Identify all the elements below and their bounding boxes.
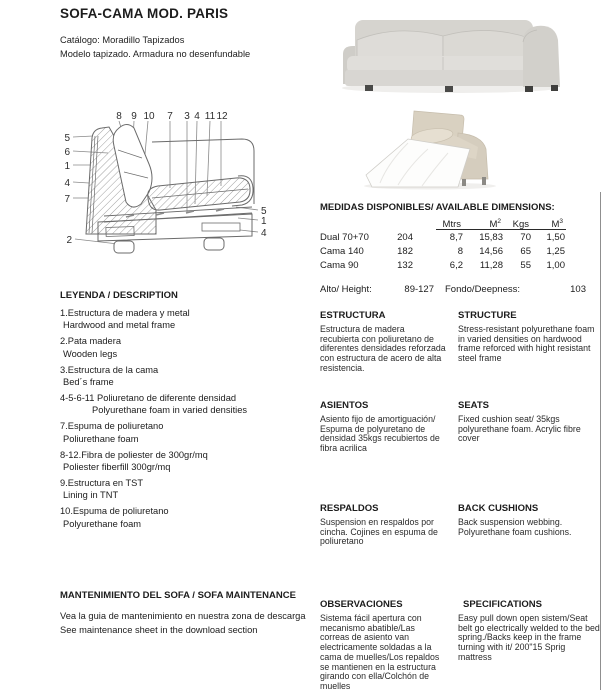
dimension-mtrs: 8	[457, 245, 463, 257]
section-back-cushions	[320, 503, 600, 547]
col-header-mtrs: Mtrs	[436, 215, 464, 230]
legend-item	[60, 364, 310, 389]
legend-item-es: 1.Estructura de madera y metal	[60, 308, 190, 318]
legend-item-es: 2.Pata madera	[60, 336, 121, 347]
dimension-mtrs: 6,2	[449, 259, 463, 271]
svg-text:11: 11	[204, 111, 216, 122]
depth-value: 103	[570, 284, 586, 295]
dimension-length: 204	[397, 231, 413, 243]
legend-item	[60, 392, 310, 417]
observations-body-en: Easy pull down open sistem/Seat belt go electrically welded to the bed spring./Backs keep in the frame turning with it/ 200"15 Sprig mattress	[458, 613, 600, 662]
dimension-name: Dual 70+70	[320, 231, 369, 243]
svg-text:12: 12	[216, 111, 228, 122]
dimension-m2: 11,28	[479, 259, 503, 271]
observations-heading-en: SPECIFICATIONS	[463, 599, 542, 610]
legend-item-en: Poliurethane foam	[63, 433, 139, 444]
maintenance-section	[60, 590, 330, 637]
legend-items	[60, 307, 310, 530]
legend-item-es: 10.Espuma de poliuretano	[60, 506, 169, 517]
legend-item-es: 9.Estructura en TST	[60, 477, 144, 488]
seats-heading-en: SEATS	[458, 400, 489, 411]
maintenance-line-en: See maintenance sheet in the download section	[60, 625, 258, 635]
backs-body-en: Back suspension webbing. Polyurethane foam cushions.	[458, 517, 572, 537]
dimension-kgs: 65	[520, 245, 531, 257]
svg-text:7: 7	[167, 111, 173, 122]
svg-text:2: 2	[66, 235, 72, 246]
sofa-leg	[204, 238, 224, 250]
structure-body-en: Stress-resistant polyurethane foam in varied densities on hardwood frame reforced with hight resistant steel frame	[458, 324, 595, 364]
height-value: 89-127	[404, 284, 434, 295]
backs-heading-es: RESPALDOS	[320, 503, 379, 514]
dimensions-table	[320, 202, 600, 272]
section-seats	[320, 400, 600, 454]
legend-item	[60, 307, 310, 332]
col-header-kgs: Kgs	[504, 215, 532, 230]
legend-item-en: Polyurethane foam in varied densities	[92, 405, 248, 416]
svg-text:4: 4	[64, 178, 70, 189]
legend-item	[60, 477, 310, 502]
backs-body-es: Suspension en respaldos por cincha. Cojines en espuma de poliuretano	[320, 517, 438, 547]
dimension-m2: 14,56	[479, 245, 503, 257]
dimensions-header-row	[320, 215, 600, 229]
dimensions-row	[320, 230, 600, 244]
seats-body-en: Fixed cushion seat/ 35kgs polyurethane foam. Acrylic fibre cover	[458, 414, 581, 444]
dimension-m3: 1,00	[546, 259, 565, 271]
dimension-length: 132	[397, 259, 413, 271]
legend-item-es: 7.Espuma de poliuretano	[60, 421, 164, 432]
col-header-m3: $M^3$	[532, 215, 566, 230]
observations-body-es: Sistema fácil apertura con mecanismo abatible/Las correas de asiento van electricamente soldadas a la cama de muelles/Los repaldos se mantienen en la estructura girando con ella/Colchón de muelles	[320, 613, 440, 690]
dimension-name: Cama 90	[320, 259, 359, 271]
height-label: Alto/ Height:	[320, 284, 372, 295]
dimension-m3: 1,25	[546, 245, 565, 257]
svg-text:4: 4	[261, 228, 267, 239]
page-right-border	[600, 192, 601, 690]
legend-item-es: 3.Estructura de la cama	[60, 364, 159, 375]
maintenance-line-es: Vea la guia de mantenimiento en nuestra zona de descarga	[60, 611, 306, 621]
dimension-kgs: 70	[520, 231, 531, 243]
legend-item-en: Poliester fiberfill 300gr/mq	[63, 461, 171, 472]
legend-item-en: Wooden legs	[63, 348, 118, 359]
legend-section	[60, 290, 310, 534]
legend-item	[60, 335, 310, 360]
legend-item	[60, 449, 310, 474]
structure-heading-en: STRUCTURE	[458, 310, 517, 321]
seats-heading-es: ASIENTOS	[320, 400, 369, 411]
section-structure	[320, 310, 600, 374]
dimensions-heading: MEDIDAS DISPONIBLES/ AVAILABLE DIMENSIONS:	[320, 202, 555, 213]
legend-item-en: Lining in TNT	[63, 490, 119, 501]
height-depth-row	[320, 284, 586, 295]
dimensions-row	[320, 244, 600, 258]
dimension-length: 182	[397, 245, 413, 257]
page-title: SOFA-CAMA MOD. PARIS	[60, 6, 229, 21]
maintenance-heading: MANTENIMIENTO DEL SOFA / SOFA MAINTENANCE	[60, 590, 296, 601]
svg-text:1: 1	[261, 216, 267, 227]
catalog-line: Catálogo: Moradillo Tapizados	[60, 35, 185, 45]
legend-item	[60, 420, 310, 445]
seats-body-es: Asiento fijo de amortiguación/ Espuma de polyuretano de densidad 35kgs recubiertos de fibra acrilica	[320, 414, 440, 454]
observations-heading-es: OBSERVACIONES	[320, 599, 403, 610]
dimensions-rows	[320, 230, 600, 272]
legend-item-en: Polyurethane foam	[63, 518, 142, 529]
sofa-cross-section-diagram	[56, 106, 296, 258]
legend-item-es: 8-12.Fibra de poliester de 300gr/mq	[60, 449, 208, 460]
sofa-bed-open-photo	[358, 103, 503, 191]
legend-heading: LEYENDA / DESCRIPTION	[60, 290, 178, 301]
structure-body-es: Estructura de madera recubierta con poliuretano de diferentes densidades reforzada con estructura de acero de alta resistencia.	[320, 324, 446, 373]
legend-item-en: Hardwood and metal frame	[63, 320, 176, 331]
model-line: Modelo tapizado. Armadura no desenfundable	[60, 49, 251, 59]
col-header-m2: $M^2$	[464, 215, 504, 230]
svg-text:10: 10	[143, 111, 155, 122]
svg-text:4: 4	[194, 111, 200, 122]
dimension-name: Cama 140	[320, 245, 364, 257]
dimension-m2: 15,83	[479, 231, 503, 243]
backs-heading-en: BACK CUSHIONS	[458, 503, 539, 514]
legend-item	[60, 505, 310, 530]
svg-text:8: 8	[116, 111, 122, 122]
legend-item-es: 4-5-6-11 Poliuretano de diferente densidad	[60, 392, 237, 403]
svg-text:5: 5	[261, 206, 267, 217]
svg-text:6: 6	[64, 147, 70, 158]
svg-text:9: 9	[131, 111, 137, 122]
sofa-closed-photo	[325, 0, 565, 95]
dimension-kgs: 55	[520, 259, 531, 271]
svg-text:7: 7	[64, 194, 70, 205]
section-observations	[320, 599, 600, 690]
legend-item-en: Bed´s frame	[63, 377, 114, 388]
svg-text:3: 3	[184, 111, 190, 122]
svg-text:5: 5	[64, 133, 70, 144]
dimensions-row	[320, 258, 600, 272]
svg-text:1: 1	[64, 161, 70, 172]
sofa-leg	[114, 241, 134, 253]
structure-heading-es: ESTRUCTURA	[320, 310, 386, 321]
dimension-mtrs: 8,7	[449, 231, 463, 243]
dimension-m3: 1,50	[546, 231, 565, 243]
depth-label: Fondo/Deepness:	[445, 284, 520, 295]
